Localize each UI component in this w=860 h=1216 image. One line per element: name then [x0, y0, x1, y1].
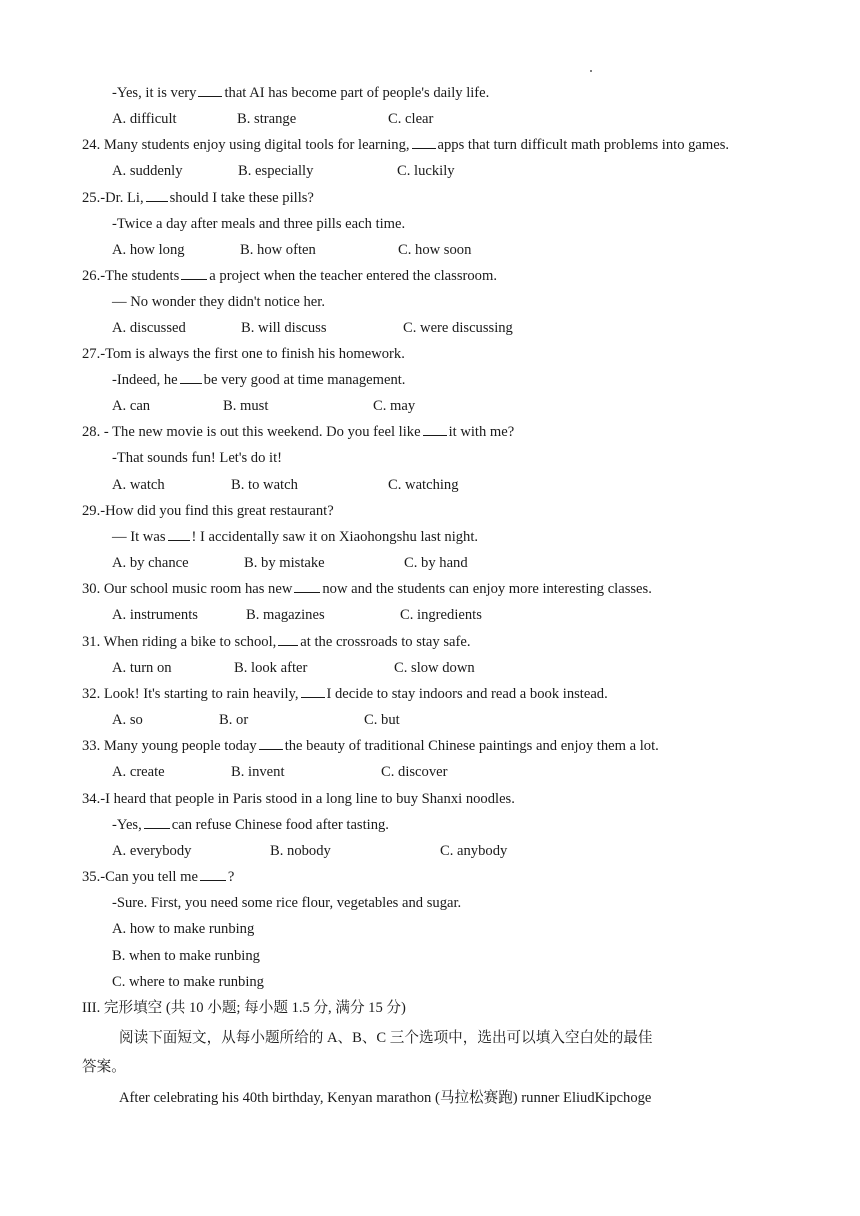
q26-option-b: B. will discuss — [241, 320, 327, 336]
q24-option-c: C. luckily — [397, 163, 455, 179]
q31-text-before: 31. When riding a bike to school, — [82, 634, 277, 650]
q33-option-a: A. create — [112, 764, 165, 780]
q24-blank — [412, 136, 436, 149]
q29-stem: 29.-How did you find this great restaurant? — [82, 503, 334, 519]
q32-option-b: B. or — [219, 712, 249, 728]
q32-option-a: A. so — [112, 712, 143, 728]
q25-answer-line: -Twice a day after meals and three pills each time. — [112, 216, 406, 232]
q34-text-before: -Yes, — [112, 817, 142, 833]
q23-blank — [198, 84, 222, 97]
q25-option-b: B. how often — [240, 242, 316, 258]
q24-option-b: B. especially — [238, 163, 314, 179]
q35-option-b: B. when to make runbing — [112, 948, 260, 964]
q26-stem — [82, 267, 497, 285]
q32-stem — [82, 685, 608, 703]
q28-option-c: C. watching — [388, 477, 459, 493]
section-heading: III. 完形填空 (共 10 小题; 每小题 1.5 分, 满分 15 分) — [82, 1000, 406, 1016]
q34-option-b: B. nobody — [270, 843, 331, 859]
q28-stem — [82, 423, 514, 441]
q34-stem: 34.-I heard that people in Paris stood in a long line to buy Shanxi noodles. — [82, 791, 515, 807]
q24-text-before: 24. Many students enjoy using digital tools for learning, — [82, 137, 410, 153]
q35-text-before: 35.-Can you tell me — [82, 869, 198, 885]
q29-option-c: C. by hand — [404, 555, 468, 571]
q27-option-a: A. can — [112, 398, 151, 414]
q32-text-after: I decide to stay indoors and read a book instead. — [326, 686, 608, 702]
q27-option-b: B. must — [223, 398, 269, 414]
q29-option-b: B. by mistake — [244, 555, 325, 571]
q30-text-before: 30. Our school music room has new — [82, 581, 293, 597]
q27-blank — [180, 371, 202, 384]
q29-text-after: ! I accidentally saw it on Xiaohongshu last night. — [191, 529, 479, 545]
q30-option-b: B. magazines — [246, 607, 325, 623]
q31-option-a: A. turn on — [112, 660, 172, 676]
q28-option-b: B. to watch — [231, 477, 298, 493]
q34-answer-line — [112, 816, 389, 834]
q23-text-after: that AI has become part of people's daily life. — [224, 85, 490, 101]
q24-stem — [82, 136, 729, 154]
q26-option-a: A. discussed — [112, 320, 186, 336]
q23-option-a: A. difficult — [112, 111, 177, 127]
passage-first-line: After celebrating his 40th birthday, Kenyan marathon (马拉松赛跑) runner EliudKipchoge — [119, 1090, 652, 1106]
q31-option-c: C. slow down — [394, 660, 475, 676]
q33-blank — [259, 737, 283, 750]
q30-option-c: C. ingredients — [400, 607, 482, 623]
q29-answer-line — [112, 528, 478, 546]
q34-blank — [144, 816, 170, 829]
section-instructions-line2: 答案。 — [82, 1059, 126, 1075]
q35-option-a: A. how to make runbing — [112, 921, 255, 937]
q31-stem — [82, 633, 471, 651]
q33-text-before: 33. Many young people today — [82, 738, 257, 754]
q33-option-c: C. discover — [381, 764, 448, 780]
q27-option-c: C. may — [373, 398, 416, 414]
q26-blank — [181, 267, 207, 280]
q35-answer-line: -Sure. First, you need some rice flour, vegetables and sugar. — [112, 895, 462, 911]
q34-text-after: can refuse Chinese food after tasting. — [171, 817, 389, 833]
q30-option-a: A. instruments — [112, 607, 198, 623]
q31-blank — [278, 633, 298, 646]
q26-option-c: C. were discussing — [403, 320, 513, 336]
q23-text-before: -Yes, it is very — [112, 85, 197, 101]
q31-option-b: B. look after — [234, 660, 308, 676]
q23-option-c: C. clear — [388, 111, 434, 127]
q25-stem — [82, 189, 314, 207]
q24-text-after: apps that turn difficult math problems into games. — [437, 137, 730, 153]
q33-text-after: the beauty of traditional Chinese paintings and enjoy them a lot. — [284, 738, 659, 754]
q27-text-after: be very good at time management. — [203, 372, 406, 388]
q32-text-before: 32. Look! It's starting to rain heavily, — [82, 686, 299, 702]
q26-text-before: 26.-The students — [82, 268, 180, 284]
q27-text-before: -Indeed, he — [112, 372, 178, 388]
scan-speck — [590, 70, 592, 72]
q27-stem: 27.-Tom is always the first one to finish his homework. — [82, 346, 405, 362]
q30-blank — [294, 580, 320, 593]
q33-stem — [82, 737, 659, 755]
section-instructions-line1: 阅读下面短文，从每小题所给的 A、B、C 三个选项中，选出可以填入空白处的最佳 — [119, 1030, 653, 1046]
q32-option-c: C. but — [364, 712, 400, 728]
q35-stem — [82, 868, 234, 886]
q25-blank — [146, 189, 168, 202]
q25-text-after: should I take these pills? — [169, 190, 314, 206]
q28-answer-line: -That sounds fun! Let's do it! — [112, 450, 283, 466]
q28-blank — [423, 423, 447, 436]
q28-text-before: 28. - The new movie is out this weekend. Do you feel like — [82, 424, 421, 440]
q25-option-a: A. how long — [112, 242, 185, 258]
q26-answer-line: — No wonder they didn't notice her. — [112, 294, 325, 310]
q34-option-a: A. everybody — [112, 843, 192, 859]
q29-text-before: — It was — [112, 529, 166, 545]
q25-option-c: C. how soon — [398, 242, 472, 258]
q23-option-b: B. strange — [237, 111, 297, 127]
q34-option-c: C. anybody — [440, 843, 508, 859]
q35-text-after: ? — [227, 869, 235, 885]
q33-option-b: B. invent — [231, 764, 285, 780]
q25-text-before: 25.-Dr. Li, — [82, 190, 144, 206]
q26-text-after: a project when the teacher entered the classroom. — [209, 268, 497, 284]
q32-blank — [301, 685, 325, 698]
q29-blank — [168, 528, 190, 541]
q35-blank — [200, 868, 226, 881]
q30-stem — [82, 580, 652, 598]
q29-option-a: A. by chance — [112, 555, 189, 571]
q24-option-a: A. suddenly — [112, 163, 183, 179]
q31-text-after: at the crossroads to stay safe. — [300, 634, 471, 650]
q28-text-after: it with me? — [448, 424, 515, 440]
q28-option-a: A. watch — [112, 477, 165, 493]
q30-text-after: now and the students can enjoy more interesting classes. — [322, 581, 652, 597]
q35-option-c: C. where to make runbing — [112, 974, 264, 990]
q23-answer-line — [112, 84, 489, 102]
q27-answer-line — [112, 371, 405, 389]
